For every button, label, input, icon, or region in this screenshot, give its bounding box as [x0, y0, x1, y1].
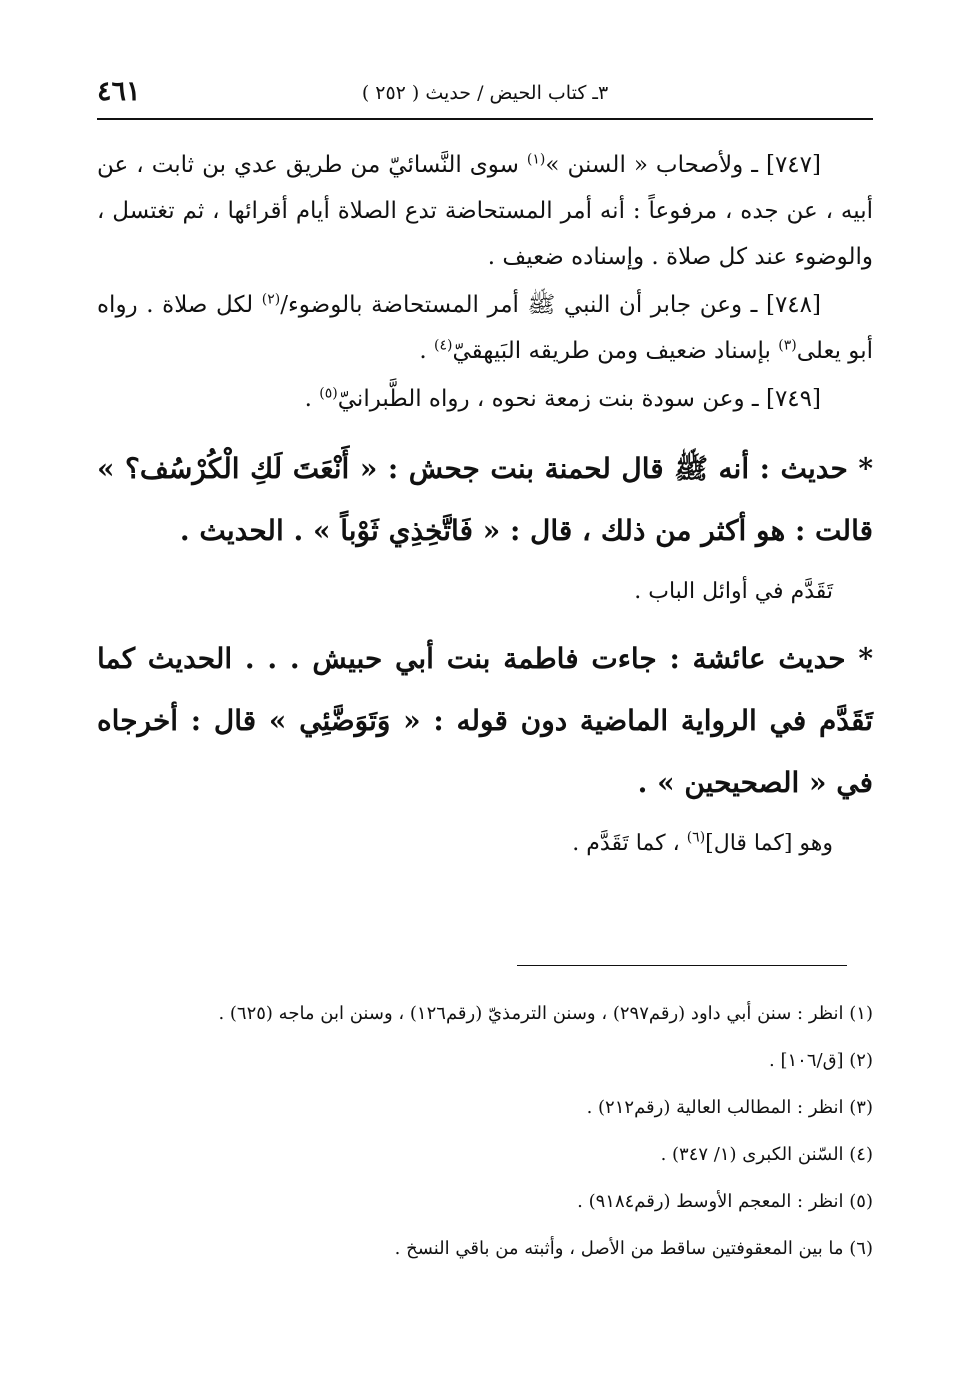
running-header — [97, 74, 873, 114]
footnote-ref: (٥) — [319, 385, 338, 402]
header-title: ٣ـ كتاب الحيض / حديث ( ٢٥٢ ) — [361, 82, 609, 104]
paragraph-748: [٧٤٨] ـ وعن جابر أن النبي ﷺ أمر المستحاضة بالوضوء/$^{(٢)}$ لكل صلاة . رواه أبو يعلى$^{(٣)}$ بإسناد ضعيف ومن طريقه البَيهقيّ$^{(٤)}$ . — [97, 291, 873, 364]
hadith-note-1: تَقَدَّم في أوائل الباب . — [634, 579, 833, 604]
footnote-rule — [517, 965, 847, 966]
page-number: ٤٦١ — [97, 76, 141, 107]
footnote-ref: (٤) — [433, 337, 453, 354]
footnote-3: (٣) انظر : المطالب العالية (رقم٢١٢) . — [586, 1097, 873, 1118]
footnote-ref: (١) — [526, 151, 546, 168]
footnote-2: (٢) [ق/١٠٦] . — [769, 1050, 873, 1071]
hadith-heading-2: * حديث عائشة : جاءت فاطمة بنت أبي حبيش . . . الحديث كما تَقَدَّم في الرواية الماضية دون قوله : « وَتَوَضَّئِي » قال : أخرجاه في « الصحيحين » . — [97, 642, 873, 799]
paragraph-749: [٧٤٩] ـ وعن سودة بنت زمعة نحوه ، رواه الطَّبرانيّ$^{(٥)}$ . — [304, 385, 821, 412]
footnote-1: (١) انظر : سنن أبي داود (رقم٢٩٧) ، وسنن الترمذيّ (رقم١٢٦) ، وسنن ابن ماجه (٦٢٥) . — [218, 1003, 873, 1024]
hadith-heading-1: * حديث : أنه ﷺ قال لحمنة بنت جحش : « أَنْعَتَ لَكِ الْكُرْسُف؟ » قالت : هو أكثر من ذلك ، قال : « فَاتَّخِذِي ثَوْباً » . الحديث . — [97, 452, 873, 547]
main-text — [97, 142, 873, 880]
footnote-ref: (٦) — [686, 829, 706, 846]
footnotes — [97, 990, 873, 1272]
paragraph-747: [٧٤٧] ـ ولأصحاب « السنن »$^{(١)}$ سوى النَّسائيّ من طريق عدي بن ثابت ، عن أبيه ، عن جده ، مرفوعاً : أنه أمر المستحاضة تدع الصلاة أيام أقرائها ، ثم تغتسل ، والوضوء عند كل صلاة . وإسناده ضعيف . — [97, 151, 873, 270]
footnote-ref: (٢) — [261, 291, 281, 308]
footnote-6: (٦) ما بين المعقوفتين ساقط من الأصل ، وأثبته من باقي النسخ . — [394, 1238, 873, 1259]
header-rule — [97, 118, 873, 120]
footnote-4: (٤) السّنن الكبرى (١/ ٣٤٧) . — [660, 1144, 873, 1165]
footnote-ref: (٣) — [778, 337, 797, 354]
footnote-5: (٥) انظر : المعجم الأوسط (رقم٩١٨٤) . — [577, 1191, 873, 1212]
hadith-note-2: وهو [كما قال]$^{(٦)}$ ، كما تَقَدَّم . — [572, 829, 833, 856]
